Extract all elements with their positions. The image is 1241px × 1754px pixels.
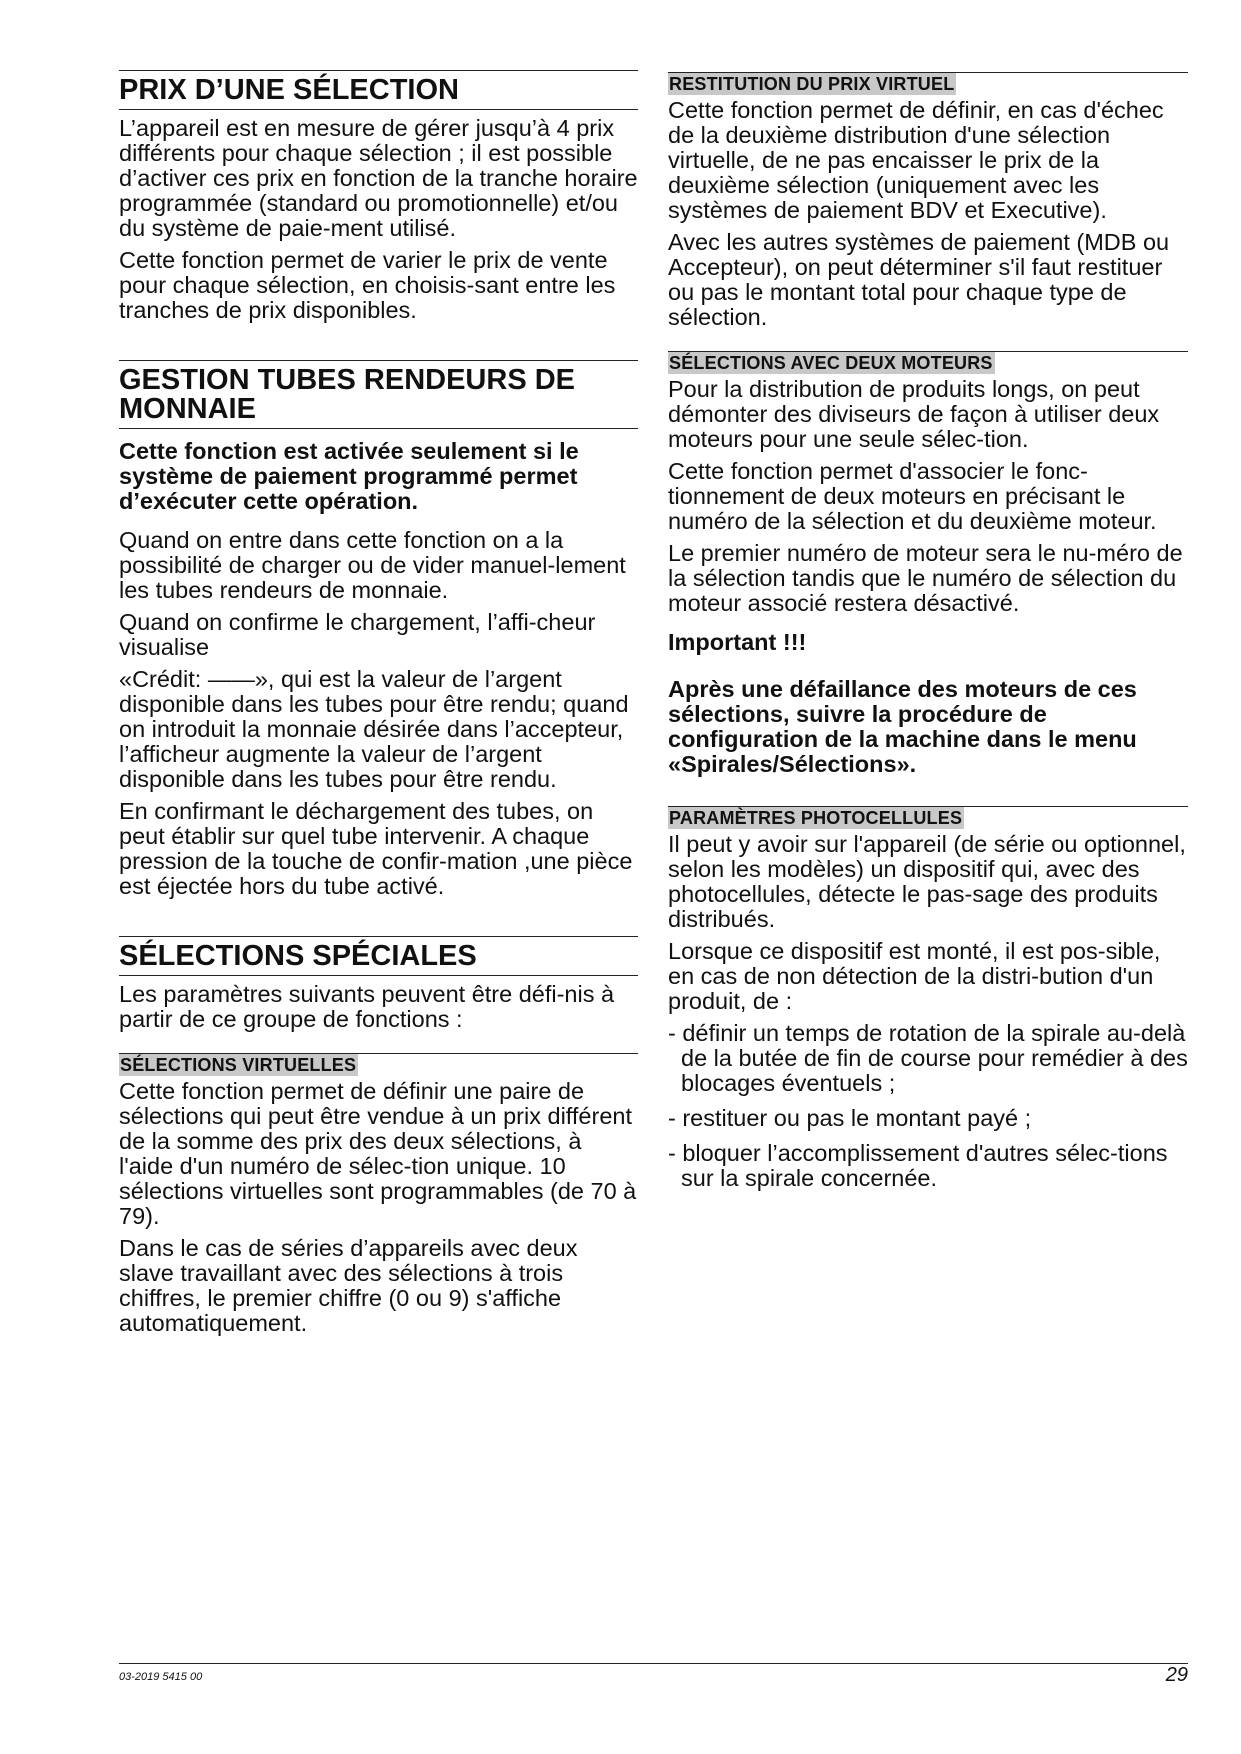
paragraph: Avec les autres systèmes de paiement (MDB ou Accepteur), on peut déterminer s'il faut restituer ou pas le montant total pour chaque type de sélection.: [668, 229, 1170, 330]
subheading-selections-virtuelles: [119, 1053, 638, 1076]
paragraph: Cette fonction permet de définir une paire de sélections qui peut être vendue à un prix différent de la somme des prix des deux sélections, à l'aide d'un numéro de sélec-tion unique. 10 sélections virtuelles sont programmables (de 70 à 79).: [119, 1078, 637, 1229]
bold-warning: Après une défaillance des moteurs de ces sélections, suivre la procédure de configuration de la machine dans le menu «Spirales/Sélections».: [668, 676, 1137, 777]
list-item: - restituer ou pas le montant payé ;: [668, 1105, 1032, 1131]
paragraph: Quand on entre dans cette fonction on a la possibilité de charger ou de vider manuel-lement les tubes rendeurs de monnaie.: [119, 527, 626, 603]
paragraph: Les paramètres suivants peuvent être défi-nis à partir de ce groupe de fonctions :: [119, 981, 615, 1032]
paragraph: «Crédit: ——», qui est la valeur de l’argent disponible dans les tubes pour être rendu; quand on introduit la monnaie désirée dans l’accepteur, l’afficheur augmente la valeur de l’argent disponible dans les tubes pour être rendu.: [119, 666, 629, 792]
paragraph: Cette fonction permet d'associer le fonc-tionnement de deux moteurs en précisant le numéro de la sélection et du deuxième moteur.: [668, 458, 1157, 534]
paragraph: Cette fonction permet de varier le prix de vente pour chaque sélection, en choisis-sant entre les tranches de prix disponibles.: [119, 247, 616, 323]
important-label: Important !!!: [668, 629, 807, 655]
subheading-deux-moteurs: [668, 351, 1188, 374]
page-number: 29: [1165, 1664, 1188, 1686]
subheading-label: SÉLECTIONS AVEC DEUX MOTEURS: [669, 353, 993, 373]
subheading-restitution-prix: [668, 72, 1188, 95]
subheading-label: PARAMÈTRES PHOTOCELLULES: [669, 808, 963, 828]
subheading-label: RESTITUTION DU PRIX VIRTUEL: [669, 74, 955, 94]
paragraph: En confirmant le déchargement des tubes, on peut établir sur quel tube intervenir. A chaque pression de la touche de confir-mation ,une pièce est éjectée hors du tube activé.: [119, 798, 633, 899]
paragraph: Lorsque ce dispositif est monté, il est pos-sible, en cas de non détection de la distri-bution d'un produit, de :: [668, 938, 1161, 1014]
paragraph: Il peut y avoir sur l'appareil (de série ou optionnel, selon les modèles) un dispositif qui, avec des photocellules, détecte le pas-sage des produits distribués.: [668, 831, 1186, 932]
footer-rule: [119, 1663, 1188, 1664]
list-item: - définir un temps de rotation de la spirale au-delà de la butée de fin de course pour remédier à des blocages éventuels ;: [668, 1020, 1188, 1096]
paragraph: Pour la distribution de produits longs, on peut démonter des diviseurs de façon à utiliser deux moteurs pour une seule sélec-tion.: [668, 376, 1160, 452]
list-item: - bloquer l’accomplissement d'autres sélec-tions sur la spirale concernée.: [668, 1140, 1168, 1191]
paragraph: Le premier numéro de moteur sera le nu-méro de la sélection tandis que le numéro de sélection du moteur associé restera désactivé.: [668, 540, 1183, 616]
heading-prix-selection: PRIX D’UNE SÉLECTION: [119, 70, 638, 110]
right-column: [668, 72, 1188, 1201]
subheading-label: SÉLECTIONS VIRTUELLES: [120, 1055, 357, 1075]
paragraph: Quand on confirme le chargement, l’affi-cheur visualise: [119, 609, 596, 660]
paragraph: Cette fonction permet de définir, en cas d'échec de la deuxième distribution d'une sélection virtuelle, de ne pas encaisser le prix de la deuxième sélection (uniquement avec les systèmes de paiement BDV et Executive).: [668, 97, 1164, 223]
paragraph: L’appareil est en mesure de gérer jusqu’à 4 prix différents pour chaque sélection ; il est possible d’activer ces prix en fonction de la tranche horaire programmée (standard ou promotionnelle) et/ou du système de paie-ment utilisé.: [119, 115, 638, 241]
bullet-list: [668, 1021, 1188, 1191]
bold-note: Cette fonction est activée seulement si le système de paiement programmé permet d’exécuter cette opération.: [119, 438, 579, 514]
subheading-photocellules: [668, 806, 1188, 829]
left-column: [119, 70, 638, 1343]
heading-selections-speciales: SÉLECTIONS SPÉCIALES: [119, 936, 638, 976]
heading-gestion-tubes: GESTION TUBES RENDEURS DE MONNAIE: [119, 360, 638, 429]
paragraph: Dans le cas de séries d’appareils avec deux slave travaillant avec des sélections à trois chiffres, le premier chiffre (0 ou 9) s'affiche automatiquement.: [119, 1235, 578, 1336]
document-code: 03-2019 5415 00: [119, 1671, 203, 1683]
